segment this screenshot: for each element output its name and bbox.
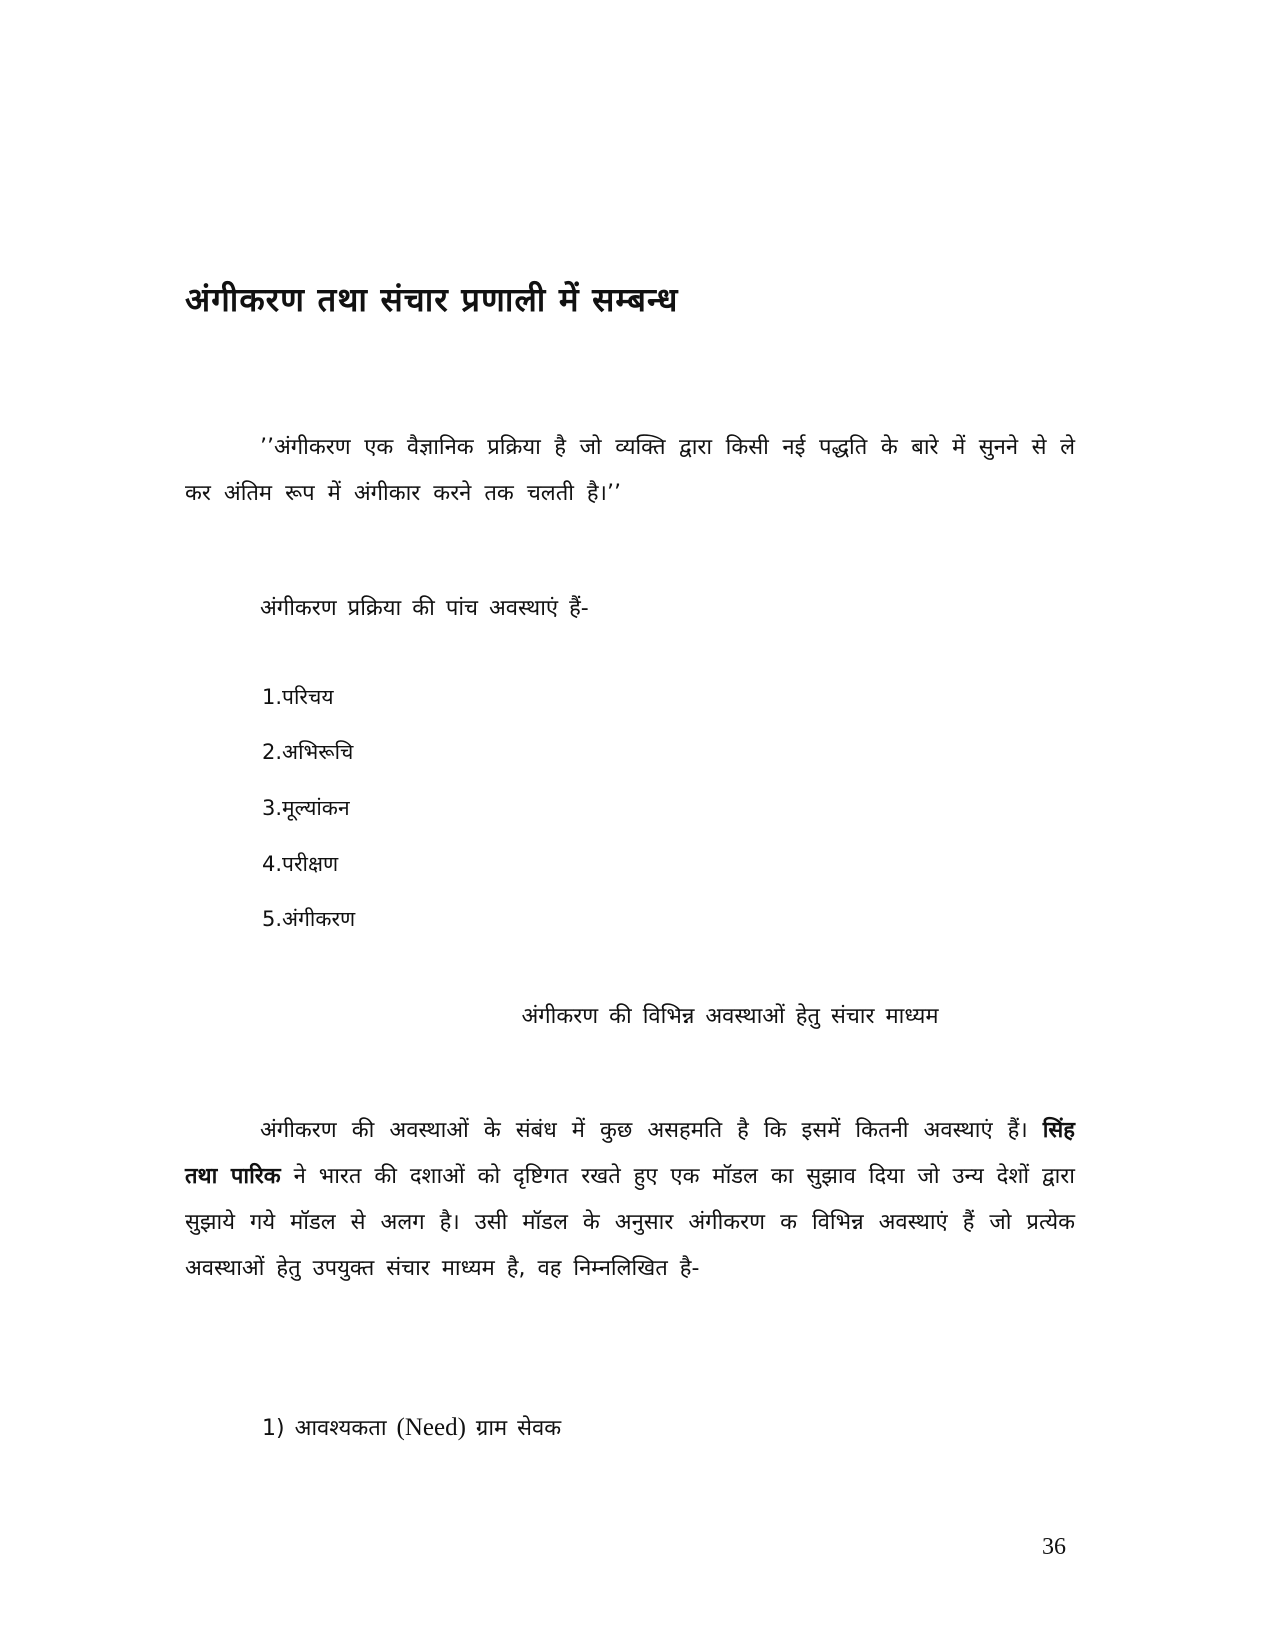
author-names: सिंह तथा पारिक [185,1118,1075,1189]
body-text-part: ने भारत की दशाओं को दृष्टिगत रखते हुए एक मॉडल का सुझाव दिया जो उन्य देशों द्वारा सुझाये गये मॉडल से अलग है। उसी मॉडल के अनुसार अंगीकरण क विभिन्न अवस्थाएं हैं जो प्रत्येक अवस्थाओं हेतु उपयुक्त संचार माध्यम है, वह निम्नलिखित है- [185,1164,1075,1281]
body-text-part: अंगीकरण की अवस्थाओं के संबंध में कुछ असहमति है कि इसमें कितनी अवस्थाएं हैं। [260,1118,1043,1143]
figure-caption: अंगीकरण की विभिन्न अवस्थाओं हेतु संचार माध्यम [521,1004,939,1029]
stage-item: 5.अंगीकरण [262,907,356,931]
body-paragraph [185,1108,1075,1292]
stage-item: 1.परिचय [262,685,334,709]
stage-item: 4.परीक्षण [262,852,339,876]
stages-intro: अंगीकरण प्रक्रिया की पांच अवस्थाएं हैं- [260,596,589,621]
need-item-english: (Need) [396,1414,466,1441]
need-item [262,1412,561,1442]
definition-paragraph: ’’अंगीकरण एक वैज्ञानिक प्रक्रिया है जो व्यक्ति द्वारा किसी नई पद्धति के बारे में सुनने से ले कर अंतिम रूप में अंगीकार करने तक चलती है।’’ [185,435,1075,506]
page-heading: अंगीकरण तथा संचार प्रणाली में सम्बन्ध [185,280,679,319]
stage-item: 3.मूल्यांकन [262,796,350,820]
page-number: 36 [1042,1534,1066,1560]
stage-item: 2.अभिरूचि [262,740,354,764]
need-item-prefix: 1) आवश्यकता [262,1416,397,1441]
need-item-suffix: ग्राम सेवक [465,1416,562,1441]
